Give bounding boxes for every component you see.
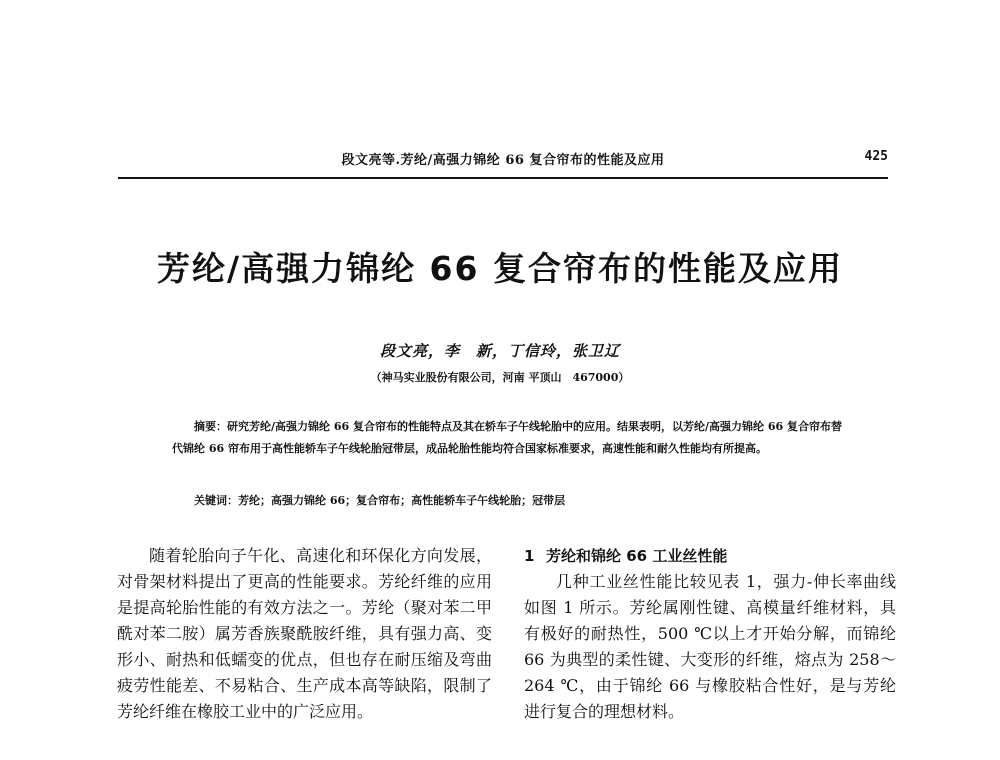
section-number: 1	[524, 547, 535, 565]
section-title: 芳纶和锦纶 66 工业丝性能	[546, 547, 728, 565]
running-title: 段文亮等.芳纶/高强力锦纶 66 复合帘布的性能及应用	[341, 153, 665, 168]
section-paragraph: 几种工业丝性能比较见表 1，强力-伸长率曲线如图 1 所示。芳纶属刚性键、高模量纤维材料，具有极好的耐热性，500 ℃以上才开始分解，而锦纶 66 为典型的柔性键、大变形的纤维，熔点为 258～264 ℃，由于锦纶 66 与橡胶粘合性好，是与芳纶进行复合的理想材料。	[524, 572, 896, 721]
abstract	[172, 416, 842, 460]
page-number: 425	[864, 149, 888, 164]
abstract-text: 摘要：研究芳纶/高强力锦纶 66 复合帘布的性能特点及其在轿车子午线轮胎中的应用。结果表明，以芳纶/高强力锦纶 66 复合帘布替代锦纶 66 帘布用于高性能轿车子午线轮胎冠带层，成品轮胎性能均符合国家标准要求，高速性能和耐久性能均有所提高。	[172, 420, 842, 455]
paper-title: 芳纶/高强力锦纶 66 复合帘布的性能及应用	[157, 249, 843, 288]
affiliation: （神马实业股份有限公司，河南 平顶山 467000）	[370, 371, 630, 384]
keywords: 关键词：芳纶；高强力锦纶 66；复合帘布；高性能轿车子午线轮胎；冠带层	[194, 494, 566, 507]
running-header	[118, 147, 888, 179]
body-column-right	[524, 543, 896, 725]
section-heading	[524, 543, 896, 569]
author-list: 段文亮，李 新，丁信玲，张卫辽	[379, 342, 620, 360]
intro-paragraph: 随着轮胎向子午化、高速化和环保化方向发展，对骨架材料提出了更高的性能要求。芳纶纤维的应用是提高轮胎性能的有效方法之一。芳纶（聚对苯二甲酰对苯二胺）属芳香族聚酰胺纤维，具有强力高、变形小、耐热和低蠕变的优点，但也存在耐压缩及弯曲疲劳性能差、不易粘合、生产成本高等缺陷，限制了芳纶纤维在橡胶工业中的广泛应用。	[117, 546, 492, 721]
body-column-left	[117, 543, 492, 725]
